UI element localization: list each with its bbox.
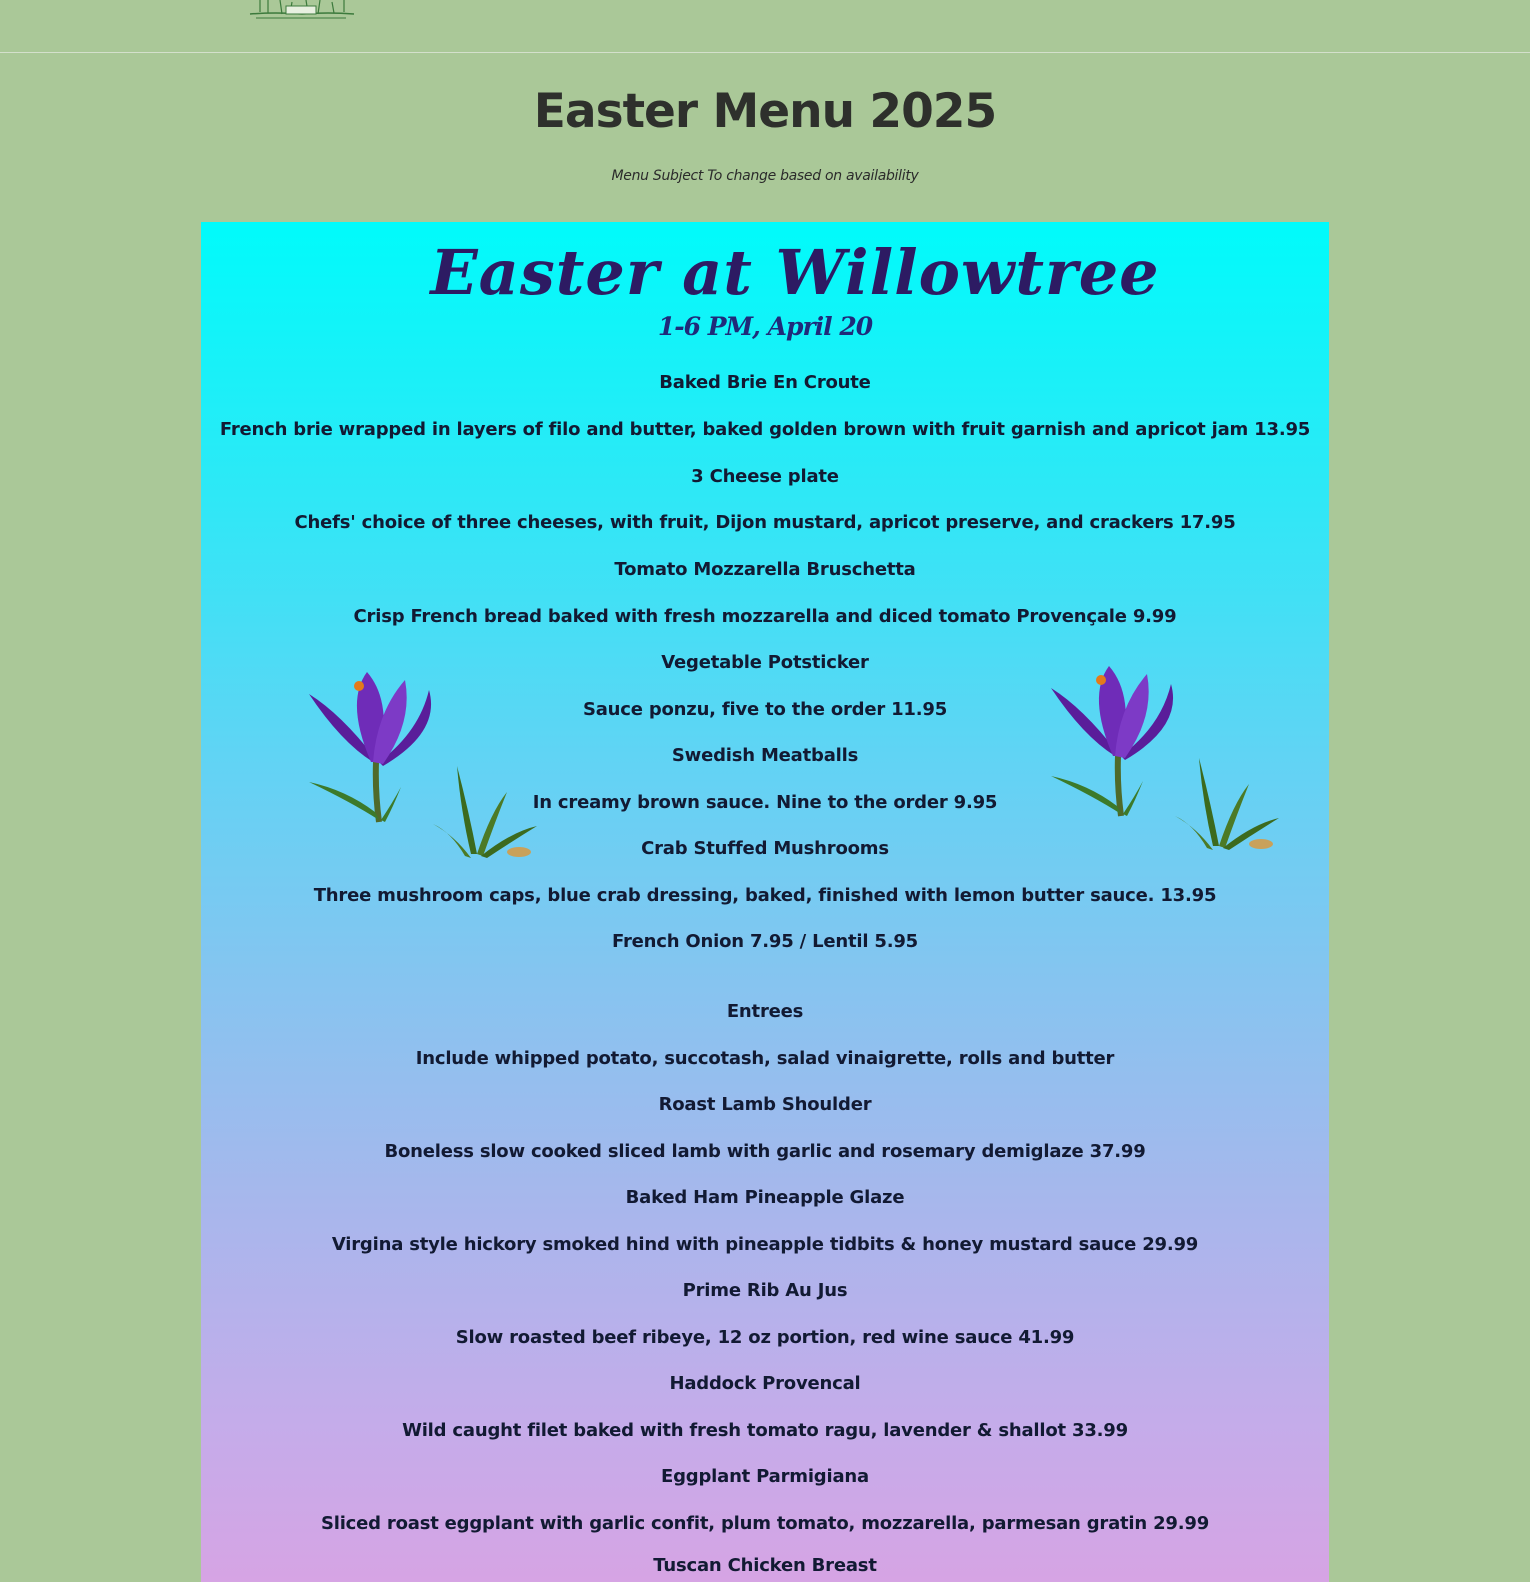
menu-item-description: Sliced roast eggplant with garlic confit, plum tomato, mozzarella, parmesan gratin 29.99	[320, 1513, 1210, 1534]
easter-menu-image	[201, 222, 1329, 1582]
menu-item-description: Crisp French bread baked with fresh mozzarella and diced tomato Provençale 9.99	[353, 606, 1177, 627]
menu-item-name: Tuscan Chicken Breast	[653, 1555, 877, 1576]
menu-item-description: Chefs' choice of three cheeses, with fruit, Dijon mustard, apricot preserve, and crackers 17.95	[294, 512, 1236, 533]
menu-item-description: Wild caught filet baked with fresh tomato ragu, lavender & shallot 33.99	[402, 1420, 1128, 1441]
menu-item-name: Baked Brie En Croute	[659, 372, 871, 393]
willowtree-logo-icon[interactable]	[246, 0, 358, 20]
menu-item-name: Prime Rib Au Jus	[682, 1280, 848, 1301]
menu-item-description: In creamy brown sauce. Nine to the order 9.95	[532, 792, 998, 813]
menu-item-description: French brie wrapped in layers of filo and butter, baked golden brown with fruit garnish and apricot jam 13.95	[219, 419, 1311, 440]
menu-item-name: Eggplant Parmigiana	[661, 1466, 869, 1487]
menu-item-description: Boneless slow cooked sliced lamb with garlic and rosemary demiglaze 37.99	[384, 1141, 1146, 1162]
menu-item-description: Three mushroom caps, blue crab dressing, baked, finished with lemon butter sauce. 13.95	[313, 885, 1217, 906]
menu-item-name: Crab Stuffed Mushrooms	[641, 838, 889, 859]
menu-item-name: 3 Cheese plate	[691, 466, 839, 487]
menu-item-name: Tomato Mozzarella Bruschetta	[614, 559, 916, 580]
page-title: Easter Menu 2025	[533, 84, 997, 139]
menu-item-name: Haddock Provencal	[669, 1373, 861, 1394]
site-header	[0, 0, 1530, 53]
menu-section-heading: Entrees	[726, 1001, 804, 1022]
menu-item-name: Roast Lamb Shoulder	[658, 1094, 872, 1115]
menu-item-description: Include whipped potato, succotash, salad vinaigrette, rolls and butter	[415, 1048, 1115, 1069]
menu-item-name: Vegetable Potsticker	[661, 652, 869, 673]
menu-item-description: Sauce ponzu, five to the order 11.95	[582, 699, 948, 720]
menu-item-description: Virgina style hickory smoked hind with pineapple tidbits & honey mustard sauce 29.99	[331, 1234, 1199, 1255]
menu-time: 1-6 PM, April 20	[657, 312, 873, 341]
menu-title: Easter at Willowtree	[430, 236, 1160, 309]
menu-item-name: French Onion 7.95 / Lentil 5.95	[612, 931, 918, 952]
menu-item-name: Baked Ham Pineapple Glaze	[625, 1187, 905, 1208]
page-subtitle: Menu Subject To change based on availability	[611, 168, 919, 184]
menu-item-description: Slow roasted beef ribeye, 12 oz portion, red wine sauce 41.99	[455, 1327, 1075, 1348]
menu-item-name: Swedish Meatballs	[671, 745, 859, 766]
